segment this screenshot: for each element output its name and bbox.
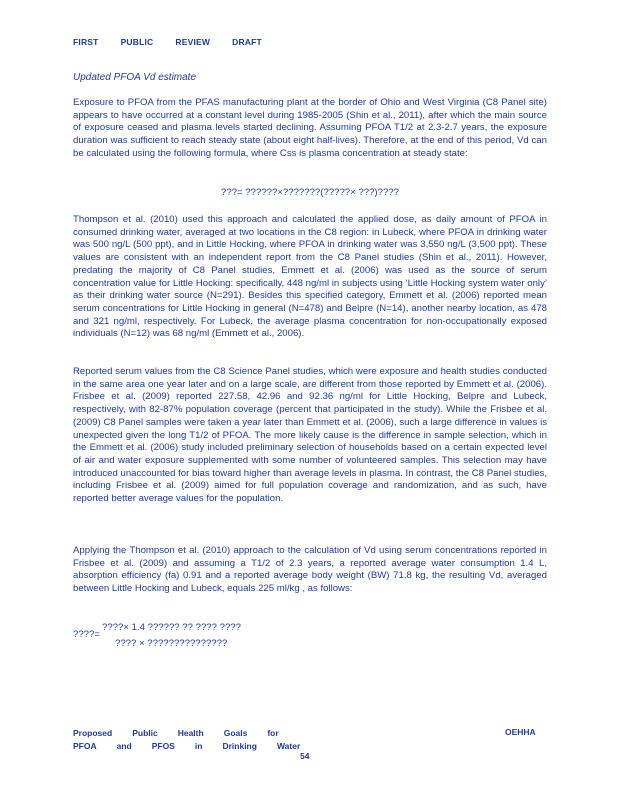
footer-word: PFOA: [73, 741, 97, 751]
page-number: 54: [300, 751, 310, 761]
paragraph-text: Applying the Thompson et al. (2010) approach to the calculation of Vd using serum concentrations reported in Frisbee et al. (2009) and assuming a T1/2 of 2.3 years, a reported average water consumption 1.4 L, absorption efficiency (fa) 0.91 and a reported average body weight (BW) 71.8 kg, the resulting Vd, averaged between Little Hocking and Lubeck, equals 225 ml/kg , as follows:: [73, 545, 547, 595]
footer-word: Proposed: [73, 728, 113, 738]
paragraph-4: [73, 545, 547, 596]
footer-word: Public: [132, 728, 158, 738]
footer-word: Health: [177, 728, 204, 738]
footer-word: Goals: [223, 728, 248, 738]
section-title: Updated PFOA Vd estimate: [73, 72, 197, 83]
paragraph-text: Reported serum values from the C8 Science Panel studies, which were exposure and health studies conducted in the same area one year later and on a large scale, are different from those reported by Emmett et al. (2006). Frisbee et al. (2009) reported 227.58, 42.96 and 92.36 ng/ml for Little Hocking, Belpre and Lubeck, respectively, with 82-87% population coverage (percent that participated in the study). While the Frisbee et al. (2009) C8 Panel samples were taken a year later than Emmett et al. (2006), such a large difference in values is unexpected given the long T1/2 of PFOA. The more likely cause is the difference in sample selection, which in the Emmett et al. (2006) study included preliminary selection of households based on a certain expected level of air and water exposure supplemented with some number of volunteered samples. This selection may have introduced unaccounted for bias toward higher than average levels in plasma. In contrast, the C8 Panel studies, including Frisbee et al. (2009) aimed for full population coverage and randomization, and as such, have reported better average values for the population.: [73, 366, 547, 505]
footer-document-title: [73, 727, 320, 753]
paragraph-3: [73, 366, 547, 506]
footer-word: and: [116, 741, 132, 751]
header-word: PUBLIC: [120, 37, 154, 47]
footer-word: Water: [276, 741, 301, 751]
header-word: FIRST: [73, 37, 99, 47]
equation-2-lhs: ????=: [73, 629, 100, 640]
footer-agency: OEHHA: [505, 727, 536, 737]
equation-2-numerator: ????× 1.4 ?????? ?? ???? ????: [102, 622, 241, 633]
footer-word: for: [267, 728, 279, 738]
header-word: DRAFT: [232, 37, 262, 47]
draft-header: [73, 37, 284, 47]
footer-word: Drinking: [222, 741, 257, 751]
paragraph-1: [73, 97, 547, 161]
footer-word: PFOS: [151, 741, 175, 751]
footer-word: in: [194, 741, 203, 751]
paragraph-text: Thompson et al. (2010) used this approach and calculated the applied dose, as daily amount of PFOA in consumed drinking water, averaged at two locations in the C8 region: in Lubeck, where PFOA in drinking water was 500 ng/L (500 ppt), and in Little Hocking, where PFOA in drinking water was 3,550 ng/L (3,500 ppt). These values are consistent with an independent report from the C8 Panel studies (Shin et al., 2011). However, predating the majority of C8 Panel studies, Emmett et al. (2006) was used as the source of serum concentration value for Little Hocking: specifically, 448 ng/ml in subjects using ‘Little Hocking system water only’ as their drinking water source (N=291). Besides this specified category, Emmett et al. (2006) reported mean serum concentrations for Little Hocking in general (N=478) and Belpre (N=14), another nearby location, as 478 and 321 ng/ml, respectively. For Lubeck, the average plasma concentration for non-occupationally exposed individuals (N=12) was 68 ng/ml (Emmett et al., 2006).: [73, 214, 547, 340]
header-word: REVIEW: [175, 37, 211, 47]
footer-line-1: [73, 727, 320, 740]
paragraph-text: Exposure to PFOA from the PFAS manufacturing plant at the border of Ohio and West Virginia (C8 Panel site) appears to have occurred at a constant level during 1985-2005 (Shin et al., 2011), after which the main source of exposure ceased and plasma levels started declining. Assuming PFOA T1/2 at 2.3-2.7 years, the exposure duration was sufficient to reach steady state (about eight half-lives). Therefore, at the end of this period, Vd can be calculated using the following formula, where Css is plasma concentration at steady state:: [73, 97, 547, 159]
paragraph-2: [73, 214, 547, 341]
equation-1: ???= ??????×???????(?????× ???)????: [221, 187, 399, 198]
footer-line-2: [73, 740, 320, 753]
equation-2-denominator: ???? × ???????????????: [115, 638, 228, 649]
